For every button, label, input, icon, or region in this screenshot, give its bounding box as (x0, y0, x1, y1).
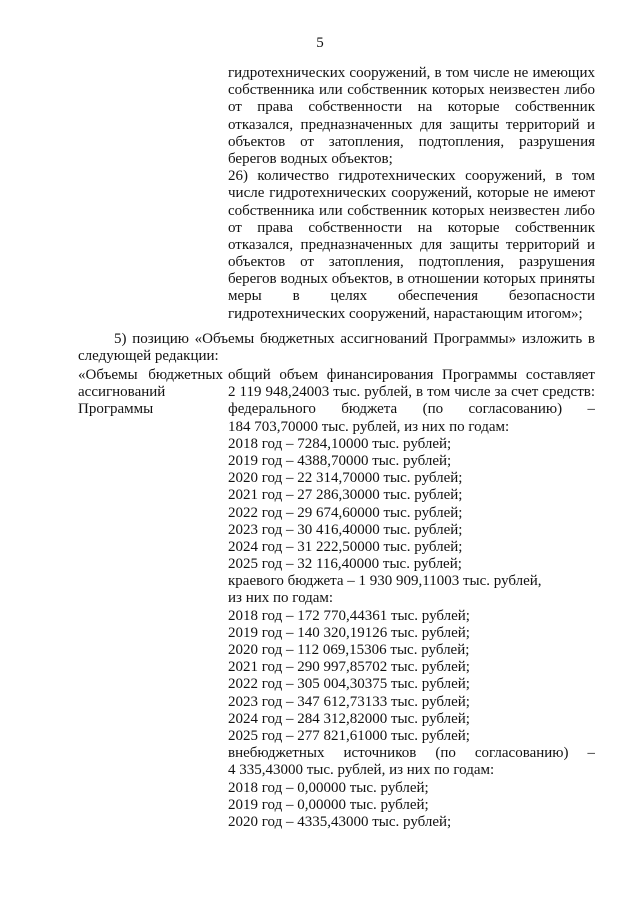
continuation-line: гидротехнических сооружений, нарастающим итогом»; (228, 305, 583, 322)
budget-value-line: общий объем финансирования Программы составляет (228, 367, 595, 383)
budget-value-line: 2024 год – 31 222,50000 тыс. рублей; (228, 538, 463, 555)
budget-value-line: краевого бюджета – 1 930 909,11003 тыс. рублей, (228, 573, 542, 590)
continuation-text (228, 65, 595, 323)
budget-value-line: 2024 год – 284 312,82000 тыс. рублей; (228, 710, 470, 727)
budget-value-line: 2019 год – 140 320,19126 тыс. рублей; (228, 624, 470, 641)
continuation-line: отказался, предназначенных для защиты территорий и (228, 116, 595, 133)
budget-value-line: 2018 год – 172 770,44361 тыс. рублей; (228, 607, 470, 624)
continuation-line: меры в целях обеспечения безопасности (228, 288, 595, 305)
budget-value-line: 2023 год – 347 612,73133 тыс. рублей; (228, 693, 470, 710)
budget-value-line: 2025 год – 277 821,61000 тыс. рублей; (228, 727, 470, 744)
budget-value-line: 2021 год – 27 286,30000 тыс. рублей; (228, 487, 463, 504)
item-5-line: следующей редакции: (78, 348, 219, 365)
continuation-line: собственника или собственник которых неизвестен либо (228, 82, 595, 99)
continuation-line: объектов от затопления, подтопления, разрушения (228, 254, 595, 271)
budget-label-cell (78, 367, 223, 419)
continuation-line: 26) количество гидротехнических сооружений, в том (228, 168, 595, 185)
budget-value-line: 184 703,70000 тыс. рублей, из них по годам: (228, 418, 510, 435)
budget-value-line: 2021 год – 290 997,85702 тыс. рублей; (228, 659, 470, 676)
continuation-line: гидротехнических сооружений, в том числе не имеющих (228, 65, 595, 81)
budget-value-line: 2018 год – 0,00000 тыс. рублей; (228, 779, 429, 796)
budget-value-line: 2022 год – 305 004,30375 тыс. рублей; (228, 676, 470, 693)
budget-value-line: 2020 год – 112 069,15306 тыс. рублей; (228, 642, 470, 658)
continuation-line: отказался, предназначенных для защиты территорий и (228, 236, 595, 253)
item-5-paragraph (78, 331, 595, 365)
budget-value-line: из них по годам: (228, 590, 334, 607)
budget-value-line: 2 119 948,24003 тыс. рублей, в том числе за счет средств: (228, 384, 595, 401)
budget-value-line: 2023 год – 30 416,40000 тыс. рублей; (228, 521, 463, 538)
continuation-line: берегов водных объектов, в отношении которых приняты (228, 271, 595, 288)
continuation-line: объектов от затопления, подтопления, разрушения (228, 133, 595, 150)
continuation-line: от права собственности на которые собственник (228, 99, 595, 116)
budget-values-cell (228, 367, 595, 831)
budget-value-line: федерального бюджета (по согласованию) – (228, 401, 595, 418)
continuation-line: берегов водных объектов; (228, 150, 393, 167)
budget-value-line: 2025 год – 32 116,40000 тыс. рублей; (228, 556, 462, 573)
budget-label-line: Программы (78, 401, 154, 418)
budget-value-line: 2022 год – 29 674,60000 тыс. рублей; (228, 504, 463, 521)
budget-label-line: ассигнований (78, 384, 166, 401)
continuation-line: собственника или собственник которых неизвестен либо (228, 202, 595, 219)
budget-value-line: 2019 год – 4388,70000 тыс. рублей; (228, 452, 452, 469)
item-5-line: 5) позицию «Объемы бюджетных ассигнований Программы» изложить в (114, 331, 595, 347)
budget-value-line: внебюджетных источников (по согласованию) – (228, 745, 595, 762)
budget-value-line: 2020 год – 4335,43000 тыс. рублей; (228, 813, 452, 830)
budget-value-line: 2018 год – 7284,10000 тыс. рублей; (228, 435, 452, 452)
budget-value-line: 4 335,43000 тыс. рублей, из них по годам: (228, 762, 495, 779)
continuation-line: от права собственности на которые собственник (228, 219, 595, 236)
page-number: 5 (316, 35, 324, 51)
budget-label-line: «Объемы бюджетных (78, 367, 223, 383)
budget-value-line: 2020 год – 22 314,70000 тыс. рублей; (228, 470, 463, 487)
budget-value-line: 2019 год – 0,00000 тыс. рублей; (228, 796, 429, 813)
continuation-line: числе гидротехнических сооружений, которые не имеют (228, 185, 595, 202)
